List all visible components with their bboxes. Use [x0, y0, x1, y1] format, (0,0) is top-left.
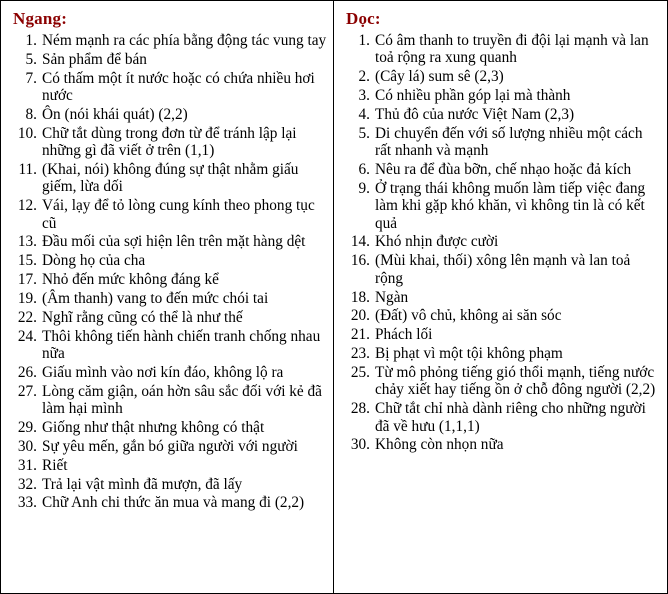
clue-item [344, 32, 661, 67]
clue-text: (Cây lá) sum sê (2,3) [375, 68, 504, 86]
clue-item [11, 494, 327, 511]
clue-number: 23. [350, 345, 370, 363]
clue-text: Phách lối [375, 326, 433, 344]
clue-item [11, 271, 327, 288]
clue-text: Thôi không tiến hành chiến tranh chống nhau nữa [42, 327, 321, 363]
clue-item [344, 106, 661, 123]
clue-item [344, 233, 661, 250]
clue-number: 1. [358, 32, 370, 49]
clue-item [11, 106, 327, 123]
clue-number: 14. [350, 233, 370, 251]
clue-text: Thủ đô của nước Việt Nam (2,3) [375, 105, 575, 123]
clue-text: Không còn nhọn nữa [375, 436, 504, 454]
clue-text: Chữ tắt chỉ nhà dành riêng cho những người đã về hưu (1,1,1) [375, 400, 646, 435]
clue-item [11, 309, 327, 326]
clue-number: 12. [17, 197, 37, 215]
clue-item [344, 87, 661, 104]
clue-text: Giấu mình vào nơi kín đáo, không lộ ra [42, 363, 284, 381]
clue-number: 1. [25, 32, 37, 49]
clue-number: 26. [17, 363, 37, 381]
clue-item [344, 326, 661, 343]
across-clues-column [1, 1, 334, 593]
clue-number: 11. [18, 161, 37, 179]
clue-number: 5. [358, 124, 370, 142]
clue-number: 16. [350, 252, 370, 270]
clue-text: Đầu mối của sợi hiện lên trên mặt hàng dệt [42, 233, 306, 251]
clue-number: 30. [350, 436, 370, 454]
clue-number: 22. [17, 308, 37, 326]
clue-text: (Âm thanh) vang to đến mức chói tai [42, 290, 269, 308]
clue-number: 18. [350, 288, 370, 306]
clue-item [11, 328, 327, 363]
clue-number: 20. [350, 307, 370, 325]
clue-text: Sản phẩm để bán [42, 50, 147, 68]
clue-item [344, 68, 661, 85]
clue-text: Từ mô phỏng tiếng gió thổi mạnh, tiếng nước chảy xiết hay tiếng ồn ở chỗ đông người (2,2) [375, 363, 656, 399]
clue-item [11, 476, 327, 493]
clue-item [344, 400, 661, 435]
clue-text: Bị phạt vì một tội không phạm [375, 345, 563, 363]
clue-text: Di chuyển đến với số lượng nhiều một cách rất nhanh và mạnh [375, 124, 643, 160]
clue-number: 30. [17, 437, 37, 455]
clue-number: 15. [17, 252, 37, 270]
clue-number: 5. [25, 50, 37, 68]
clue-text: Lòng căm giận, oán hờn sâu sắc đối với kẻ đã làm hại mình [42, 382, 322, 418]
clue-number: 8. [25, 105, 37, 123]
clue-text: Có nhiều phần góp lại mà thành [375, 87, 571, 105]
clue-text: Vái, lạy để tỏ lòng cung kính theo phong tục cũ [42, 197, 315, 232]
clue-number: 17. [17, 271, 37, 289]
clue-text: Chữ Anh chi thức ăn mua và mang đi (2,2) [42, 494, 305, 512]
clue-number: 27. [17, 382, 37, 400]
clue-item [11, 290, 327, 307]
clue-text: Riết [42, 456, 68, 474]
clue-text: (Đất) vô chủ, không ai săn sóc [375, 307, 562, 325]
clue-item [11, 32, 327, 49]
clue-item [344, 436, 661, 453]
clue-text: Nghĩ rằng cũng có thể là như thế [42, 308, 243, 326]
clue-item [11, 438, 327, 455]
clue-item [11, 457, 327, 474]
clue-item [344, 252, 661, 287]
clue-text: Sự yêu mến, gắn bó giữa người với người [42, 437, 298, 455]
clue-number: 13. [17, 233, 37, 251]
across-heading: Ngang: [13, 9, 68, 28]
clue-number: 10. [17, 124, 37, 142]
clue-number: 32. [17, 475, 37, 493]
clue-item [344, 125, 661, 160]
clue-text: Ném mạnh ra các phía bằng động tác vung tay [42, 32, 327, 49]
clue-text: Khó nhịn được cười [375, 233, 499, 251]
clue-item [344, 180, 661, 232]
clue-text: (Khai, nói) không đúng sự thật nhằm giấu giếm, lừa dối [42, 161, 299, 196]
clue-item [344, 307, 661, 324]
clue-text: Chữ tắt dùng trong đơn từ để tránh lập lại những gì đã viết ở trên (1,1) [42, 124, 297, 160]
clue-text: Có âm thanh to truyền đi đội lại mạnh và lan toả rộng ra xung quanh [375, 32, 649, 67]
clue-item [344, 345, 661, 362]
clue-item [344, 161, 661, 178]
clue-text: Dòng họ của cha [42, 252, 146, 270]
clue-item [11, 233, 327, 250]
clue-number: 25. [350, 363, 370, 381]
clue-item [344, 364, 661, 399]
clue-number: 28. [350, 400, 370, 418]
clue-number: 19. [17, 290, 37, 308]
clue-number: 24. [17, 327, 37, 345]
clue-item [11, 383, 327, 418]
clue-item [11, 51, 327, 68]
clue-text: Nhỏ đến mức không đáng kể [42, 271, 219, 289]
clue-number: 21. [350, 326, 370, 344]
clue-item [11, 419, 327, 436]
clue-item [11, 197, 327, 232]
clue-item [11, 364, 327, 381]
clue-item [11, 161, 327, 196]
clue-item [11, 252, 327, 269]
clue-number: 2. [358, 68, 370, 86]
clue-text: Nêu ra để đùa bỡn, chế nhạo hoặc đả kích [375, 161, 632, 179]
clue-item [11, 70, 327, 105]
clue-number: 3. [358, 87, 370, 105]
clue-number: 4. [358, 105, 370, 123]
clue-item [344, 289, 661, 306]
across-clue-list [11, 32, 327, 512]
clue-text: Ôn (nói khái quát) (2,2) [42, 105, 188, 123]
clue-number: 33. [17, 494, 37, 512]
clue-number: 7. [25, 69, 37, 87]
clue-number: 9. [358, 179, 370, 197]
clue-text: Ở trạng thái không muốn làm tiếp việc đang làm khi gặp khó khăn, vì không tin là có kết quả [375, 179, 646, 232]
clue-text: Giống như thật nhưng không có thật [42, 419, 265, 437]
clue-text: Ngàn [375, 288, 409, 306]
clue-text: Có thấm một ít nước hoặc có chứa nhiều hơi nước [42, 69, 315, 105]
clue-number: 31. [17, 456, 37, 474]
clue-number: 29. [17, 419, 37, 437]
down-clue-list [344, 32, 661, 454]
down-clues-column [334, 1, 667, 593]
clue-text: (Mùi khai, thối) xông lên mạnh và lan toả rộng [375, 252, 631, 287]
clue-text: Trả lại vật mình đã mượn, đã lấy [42, 475, 243, 493]
down-heading: Dọc: [346, 9, 381, 28]
clue-number: 6. [358, 161, 370, 179]
clue-item [11, 125, 327, 160]
